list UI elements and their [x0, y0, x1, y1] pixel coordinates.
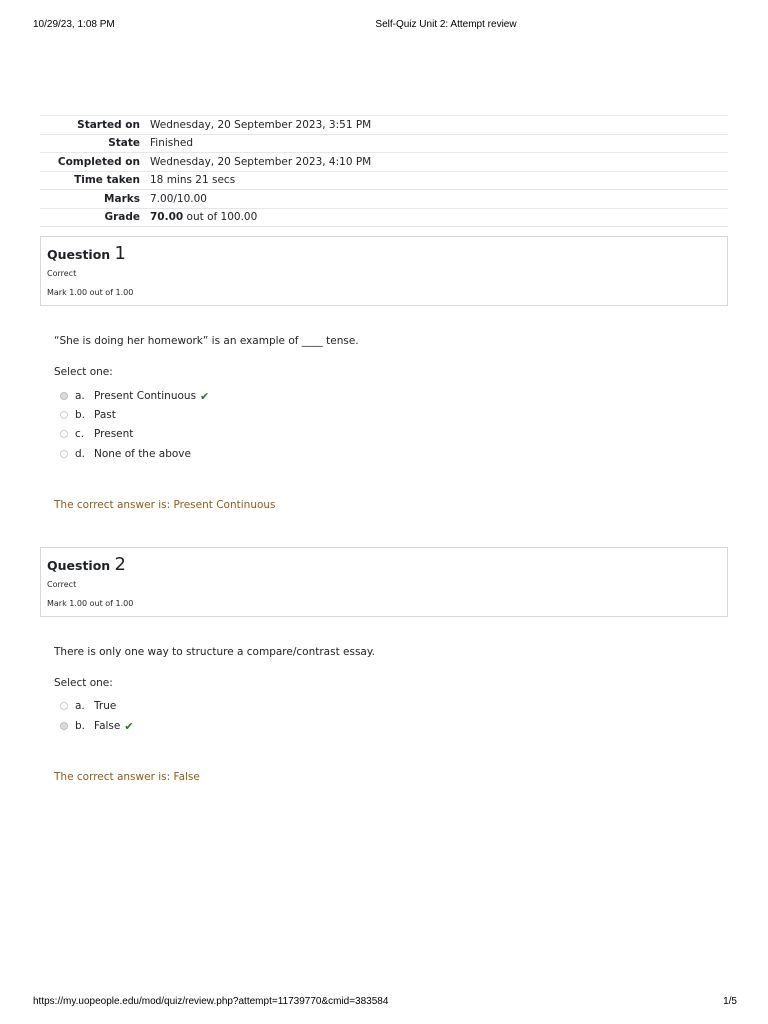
- summary-row: [40, 134, 728, 153]
- summary-row: [40, 153, 728, 172]
- summary-row: [40, 171, 728, 190]
- summary-label: Completed on: [40, 153, 150, 172]
- summary-row: [40, 116, 728, 135]
- summary-label: State: [40, 134, 150, 153]
- option-letter: c.: [75, 428, 85, 440]
- radio-icon[interactable]: [60, 722, 68, 730]
- answer-option[interactable]: [60, 388, 209, 404]
- summary-value: Finished: [150, 134, 728, 153]
- summary-value: 18 mins 21 secs: [150, 171, 728, 190]
- option-letter: b.: [75, 720, 86, 732]
- question-number: Question 1: [47, 243, 126, 264]
- summary-row: [40, 190, 728, 209]
- answer-option[interactable]: [60, 407, 116, 423]
- summary-label: Time taken: [40, 171, 150, 190]
- question-grade: Mark 1.00 out of 1.00: [47, 599, 134, 608]
- attempt-summary-table: [40, 115, 728, 227]
- answer-option[interactable]: [60, 718, 134, 734]
- right-answer-feedback: The correct answer is: Present Continuous: [54, 499, 276, 511]
- select-one-label: Select one:: [54, 366, 113, 378]
- radio-icon[interactable]: [60, 392, 68, 400]
- print-page-number: 1/5: [723, 996, 737, 1007]
- summary-label: Marks: [40, 190, 150, 209]
- answer-option[interactable]: [60, 698, 116, 714]
- option-text: True: [94, 700, 117, 712]
- radio-icon[interactable]: [60, 411, 68, 419]
- radio-icon[interactable]: [60, 450, 68, 458]
- option-text: Present Continuous: [94, 390, 197, 402]
- option-text: False: [94, 720, 121, 732]
- option-letter: b.: [75, 409, 86, 421]
- print-title: Self-Quiz Unit 2: Attempt review: [375, 19, 517, 30]
- radio-icon[interactable]: [60, 702, 68, 710]
- summary-value: Wednesday, 20 September 2023, 4:10 PM: [150, 153, 728, 172]
- summary-row: [40, 208, 728, 227]
- option-text: None of the above: [94, 448, 191, 460]
- summary-value: [150, 208, 728, 227]
- question-grade: Mark 1.00 out of 1.00: [47, 288, 134, 297]
- check-icon: ✔: [124, 719, 134, 733]
- question-state: Correct: [47, 580, 77, 589]
- answer-option[interactable]: [60, 426, 133, 442]
- summary-value: Wednesday, 20 September 2023, 3:51 PM: [150, 116, 728, 135]
- option-text: Present: [94, 428, 134, 440]
- grade-value: 70.00: [150, 211, 184, 224]
- answer-option[interactable]: [60, 446, 191, 462]
- summary-label: Grade: [40, 208, 150, 227]
- question-state: Correct: [47, 269, 77, 278]
- option-text: Past: [94, 409, 116, 421]
- summary-value: 7.00/10.00: [150, 190, 728, 209]
- select-one-label: Select one:: [54, 677, 113, 689]
- summary-label: Started on: [40, 116, 150, 135]
- option-letter: a.: [75, 390, 85, 402]
- right-answer-feedback: The correct answer is: False: [54, 771, 200, 783]
- question-number: Question 2: [47, 554, 126, 575]
- question-text: “She is doing her homework” is an example of ____ tense.: [54, 335, 359, 347]
- question-info-box: [40, 236, 728, 306]
- print-datetime: 10/29/23, 1:08 PM: [33, 19, 115, 30]
- radio-icon[interactable]: [60, 430, 68, 438]
- option-letter: a.: [75, 700, 85, 712]
- grade-suffix: out of 100.00: [183, 211, 258, 224]
- question-info-box: [40, 547, 728, 617]
- check-icon: ✔: [200, 389, 210, 403]
- print-url: https://my.uopeople.edu/mod/quiz/review.php?attempt=11739770&cmid=383584: [33, 996, 389, 1007]
- question-text: There is only one way to structure a compare/contrast essay.: [54, 646, 375, 658]
- option-letter: d.: [75, 448, 86, 460]
